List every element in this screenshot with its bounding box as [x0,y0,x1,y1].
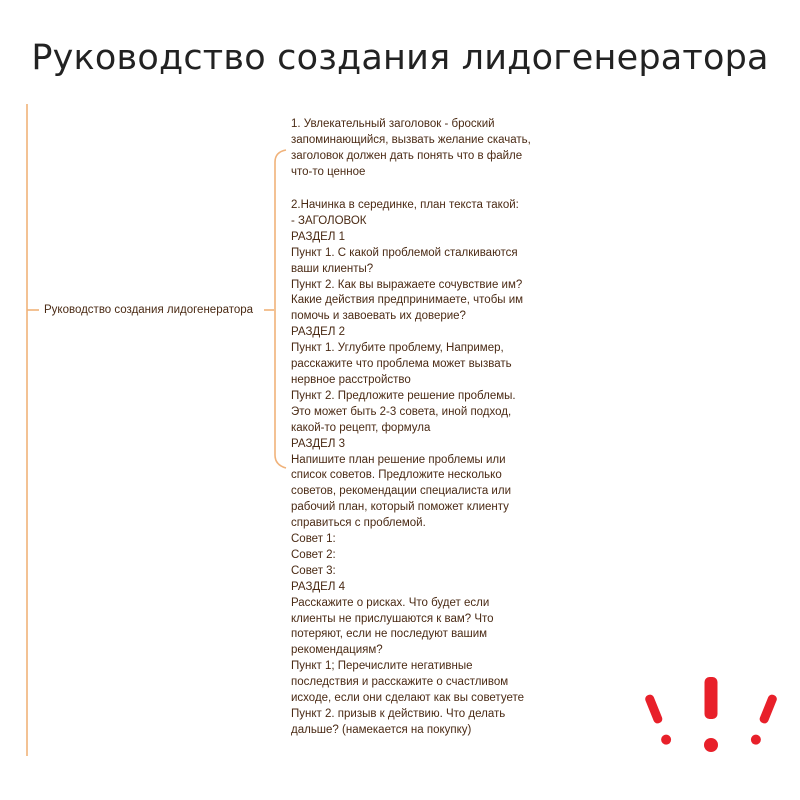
exclamation-marks-icon [644,677,779,752]
exclamation-left-icon [644,693,673,746]
mindmap-root-node: Руководство создания лидогенератора [44,304,254,316]
exclamation-right-icon [749,693,778,746]
mindmap-branch-2: 2.Начинка в серединке, план текста такой: - ЗАГОЛОВОК РАЗДЕЛ 1 Пункт 1. С какой проблемой сталкиваются ваши клиенты? Пункт 2. Как вы выражаете сочувствие им? Какие действия предпринимаете, чтобы им помочь и завоевать их доверие? РАЗДЕЛ 2 Пункт 1. Углубите проблему, Например, расскажите что проблема может вызвать нервное расстройство Пункт 2. Предложите решение проблемы. Это может быть 2-3 совета, иной подход, какой-то рецепт, формула РАЗДЕЛ 3 Напишите план решение проблемы или список советов. Предложите несколько советов, рекомендации специалиста или рабочий план, который поможет клиенту справиться с проблемой. Совет 1: Совет 2: Совет 3: РАЗДЕЛ 4 Расскажите о рисках. Что будет если клиенты не прислушаются к вам? Что потеряют, если не последуют вашим рекомендациям? Пункт 1; Перечислите негативные последствия и расскажите о счастливом исходе, если они сделают как вы советуете Пункт 2. призыв к действию. Что делать дальше? (намекается на покупку) [291,199,524,736]
exclamation-center-icon [704,677,718,752]
mindmap-branch-1: 1. Увлекательный заголовок - броский запоминающийся, вызвать желание скачать, заголовок должен дать понять что в файле что-то ценное [291,118,531,178]
page-title: Руководство создания лидогенератора [31,38,769,78]
branch-bracket [275,150,286,468]
